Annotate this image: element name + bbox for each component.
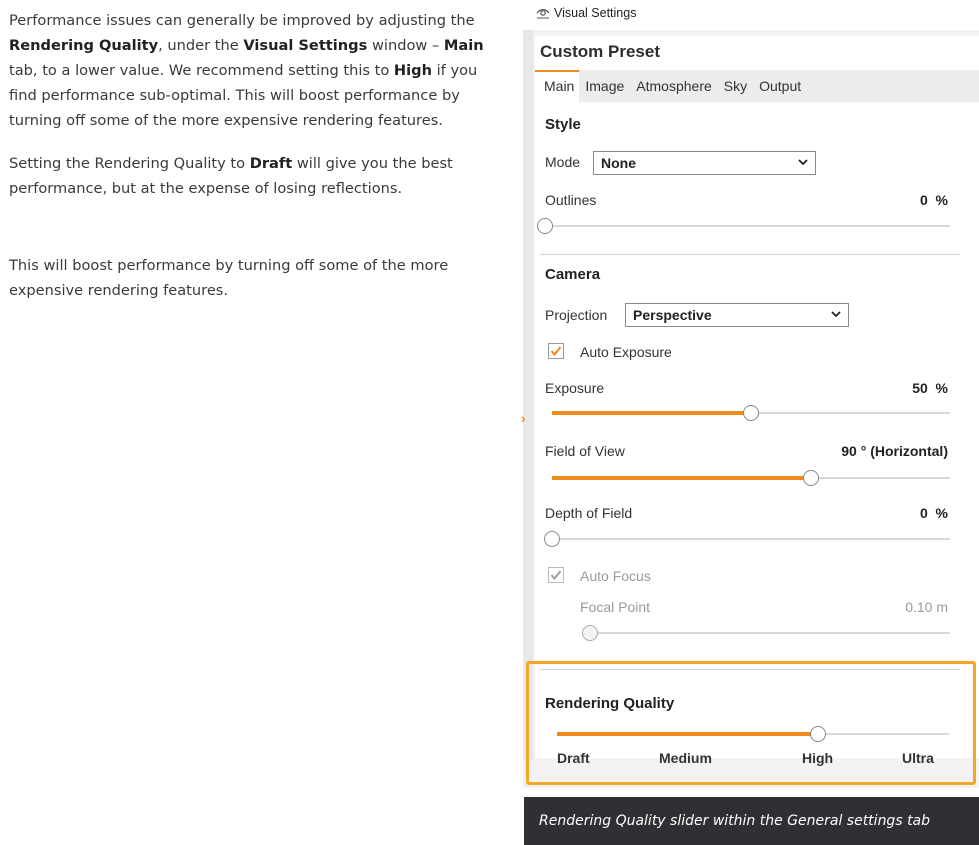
checkmark-icon xyxy=(550,569,562,581)
slider-fill xyxy=(552,411,751,415)
fov-value: 90 ° (Horizontal) xyxy=(841,443,948,459)
camera-section-title: Camera xyxy=(545,266,601,283)
slider-handle[interactable] xyxy=(544,531,560,547)
auto-focus-checkbox[interactable] xyxy=(548,567,564,583)
auto-exposure-label: Auto Exposure xyxy=(580,344,672,360)
projection-select[interactable]: Perspective xyxy=(625,303,849,327)
outlines-label: Outlines xyxy=(545,192,597,208)
dof-label: Depth of Field xyxy=(545,505,633,521)
window-title: Visual Settings xyxy=(536,6,636,20)
outlines-slider[interactable] xyxy=(545,225,950,227)
paragraph-3: This will boost performance by turning off some of the more expensive rendering features. xyxy=(9,257,449,299)
chevron-down-icon xyxy=(798,157,808,167)
exposure-value: 50 % xyxy=(912,380,948,396)
exposure-label: Exposure xyxy=(545,380,605,396)
auto-focus-label: Auto Focus xyxy=(580,568,651,584)
preset-title: Custom Preset xyxy=(540,42,660,61)
image-caption: Rendering Quality slider within the General settings tab xyxy=(524,797,979,845)
tab-image[interactable]: Image xyxy=(585,78,625,94)
mode-label: Mode xyxy=(545,154,581,170)
rendering-quality-title: Rendering Quality xyxy=(545,695,675,712)
fov-slider[interactable] xyxy=(552,477,950,479)
divider xyxy=(540,254,960,255)
focal-point-slider[interactable] xyxy=(590,632,950,634)
dof-value: 0 % xyxy=(919,505,948,521)
tab-sky[interactable]: Sky xyxy=(723,78,748,94)
mode-select[interactable]: None xyxy=(593,151,816,175)
tab-bar xyxy=(535,70,979,102)
rq-level-high[interactable]: High xyxy=(802,750,834,766)
eye-icon xyxy=(536,7,550,19)
projection-label: Projection xyxy=(545,307,608,323)
exposure-slider[interactable] xyxy=(552,412,950,414)
paragraph-1: Performance issues can generally be improved by adjusting the Rendering Quality, under the Visual Settings window – Main tab, to a lower value. We recommend setting this to High if you find performance sub-optimal. This will boost performance by turning off some of the more expensive rendering features. xyxy=(9,12,484,129)
article-text xyxy=(9,8,499,321)
tab-main[interactable]: Main xyxy=(535,70,579,102)
chevron-down-icon xyxy=(831,309,841,319)
paragraph-2: Setting the Rendering Quality to Draft will give you the best performance, but at the expense of losing reflections. xyxy=(9,155,453,197)
style-section-title: Style xyxy=(545,116,581,133)
slider-handle[interactable] xyxy=(537,218,553,234)
slider-handle[interactable] xyxy=(582,625,598,641)
slider-handle[interactable] xyxy=(743,405,759,421)
tab-atmosphere[interactable]: Atmosphere xyxy=(636,78,712,94)
rq-level-ultra[interactable]: Ultra xyxy=(902,750,934,766)
outlines-value: 0 % xyxy=(919,192,948,208)
rendering-quality-highlight xyxy=(526,661,976,785)
auto-exposure-checkbox[interactable] xyxy=(548,343,564,359)
focal-point-value: 0.10 m xyxy=(905,599,948,615)
slider-handle[interactable] xyxy=(803,470,819,486)
focal-point-label: Focal Point xyxy=(580,599,651,615)
slider-fill xyxy=(552,476,811,480)
tab-output[interactable]: Output xyxy=(759,78,802,94)
checkmark-icon xyxy=(550,345,562,357)
rq-level-draft[interactable]: Draft xyxy=(557,750,590,766)
panel-edge xyxy=(523,30,533,760)
dof-slider[interactable] xyxy=(552,538,950,540)
chevron-right-icon[interactable]: › xyxy=(521,410,526,426)
settings-content xyxy=(535,36,979,758)
fov-label: Field of View xyxy=(545,443,625,459)
rq-level-medium[interactable]: Medium xyxy=(659,750,712,766)
